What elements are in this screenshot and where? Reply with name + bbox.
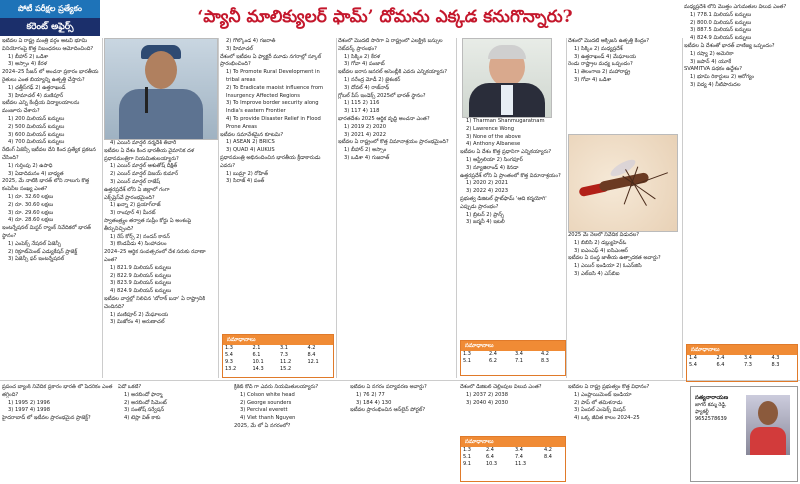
answer-option: 3) జపాన్ 4) యూకే: [690, 58, 732, 65]
answer-key-cell: 2.4: [485, 447, 494, 453]
bottom-column-4: [350, 384, 456, 482]
answer-option: 3) రాంపూర్ 4) మీరట్: [110, 210, 156, 217]
article-column-3: [220, 38, 334, 334]
answer-key-cell: 14.3: [252, 366, 264, 372]
question-text: స్వాతంత్ర్యం తర్వాత సుప్రీం కోర్టు ఏ అంశంపై తీర్పునిచ్చింది?: [104, 217, 192, 232]
question-text: క్రికెట్ కోచ్ గా ఎవరు నియమితులయ్యారు?: [234, 384, 319, 390]
question-text: ప్రపంచ బ్యాంక్ నివేదిక ప్రకారం భారత్ లో పేదరికం ఎంత తగ్గింది?: [2, 384, 113, 398]
answer-option: 3) 823.9 మిలియన్ టన్నులు: [110, 280, 172, 287]
answer-option: 4) 700 మిలియన్ టన్నులు: [8, 139, 65, 146]
answer-key-cell: 6.1: [252, 352, 261, 358]
answer-option: 3) అస్సాం 4) కేరళ: [8, 61, 47, 68]
answer-option: 1) నరేంద్ర మోడీ 2) జైశంకర్: [344, 76, 401, 83]
answer-key-cell: 5.1: [463, 454, 471, 460]
answer-option: 1) రూ. 32.60 లక్షలు: [8, 193, 54, 200]
answer-key-cell: 9.3: [225, 359, 233, 365]
answer-option: 3) 2022 4) 2023: [466, 188, 508, 195]
answer-option: 3) విద్య 4) నీటిపారుదల: [690, 81, 741, 88]
answer-option: 1) బుమ్రా 2) రోహిత్: [226, 170, 268, 177]
question-text: ఇటీవల ఏ దేశంతో భారత్ వాణిజ్య ఒప్పందం?: [684, 42, 775, 49]
question-text: రేటింగ్ ఏజెన్సీ ఇటీవల దేని కింద ప్రత్యేక ప్రకటన చేసింది?: [2, 147, 96, 161]
answer-key-cell: 4.2: [541, 351, 549, 357]
question-text: ఇటీవల ఏ దేశం కొత్త ప్రధానిగా ఎన్నికయ్యారు?: [460, 149, 552, 156]
answer-option: 3) QUAD 4) AUKUS: [226, 147, 275, 154]
answer-option: 1) 200 మిలియన్ టన్నులు: [8, 115, 65, 122]
answer-option: 3) దోవల్ 4) రాజ్‌నాథ్: [344, 84, 390, 91]
answer-key-box: [460, 340, 566, 376]
question-text: మధ్యప్రదేశ్ లోని మొత్తం ఎగుమతుల విలువ ఎంత?: [684, 4, 787, 10]
answer-option: 2) ఎయిర్ మార్షల్ విజయ్ కుమార్: [110, 171, 179, 178]
answer-option: 2) 800.0 మిలియన్ టన్నులు: [690, 19, 752, 26]
answer-option: 1) తెలంగాణ 2) మహారాష్ట్ర: [574, 69, 631, 76]
question-text: 2025, మే నాటికి భారత్ లోని నాలుగు కొత్త కంపెనీల సంఖ్య ఎంత?: [2, 178, 90, 193]
answer-option: 3) ఏంపల్ ఎంపెక్స్ మిషన్: [574, 407, 626, 414]
answer-key-box: [222, 334, 334, 378]
author-box: [690, 386, 798, 482]
answer-option: 4) టెస్లా విత్ కాకు: [124, 415, 161, 422]
question-text: 2024–25 ఆర్థిక సంవత్సరంలో దేశ సరుకు రవాణా ఎంత?: [104, 249, 206, 263]
article-column-7: [684, 4, 798, 378]
answer-key-cell: 3.4: [744, 355, 752, 361]
answer-option: 3) హిమాచల్ 4) మణిపూర్: [8, 92, 64, 99]
answer-option: 1) ఖన్నా 2) ప్రయాగ్‌రాజ్: [110, 202, 161, 209]
answer-option: 4) ఎయిర్ మార్షల్ నర్మదేశ్ తివారీ: [110, 140, 177, 146]
section-rule: [0, 380, 800, 381]
answer-option: 3) హిమాచల్: [226, 45, 253, 52]
answer-key-cell: 6.4: [716, 362, 725, 368]
answer-option: 1) To Promote Rural Development in tribal areas: [226, 69, 320, 83]
answer-key-cell: 2.4: [716, 355, 725, 361]
answer-option: 1) మణిపూర్ 2) మేఘాలయ: [110, 311, 169, 318]
answer-option: 3) 600 మిలియన్ టన్నులు: [8, 131, 65, 138]
answer-option: 3) గోవా 4) ఒడిశా: [574, 76, 612, 83]
answer-option: 4) Anthony Albanese: [466, 141, 521, 148]
answer-option: 2) 822.9 మిలియన్ టన్నులు: [110, 272, 172, 279]
answer-key-cell: 1.3: [463, 351, 471, 357]
answer-option: 3) కొండవీడు 4) సింహాచలం: [110, 241, 167, 248]
officer-photo: [104, 38, 218, 140]
author-name: సత్యనారాయణ: [695, 395, 729, 401]
answer-option: 3) Percival everett: [240, 407, 288, 414]
answer-option: 1) బ్రిటన్ 2) ఫ్రాన్స్: [466, 211, 504, 218]
question-text: దేశంలో డిజిటల్ చెల్లింపుల విలువ ఎంత?: [460, 384, 542, 390]
answer-option: 4) రూ. 28.60 లక్షలు: [8, 217, 54, 224]
minister-photo: [462, 38, 552, 118]
answer-key-cell: 1.3: [225, 345, 233, 351]
answer-key-cell: 11.2: [280, 359, 292, 365]
answer-key-cell: 1.3: [463, 447, 471, 453]
answer-option: 1) 821.9 మిలియన్ టన్నులు: [110, 264, 172, 271]
answer-key-cell: 7.3: [744, 362, 752, 368]
answer-option: 1) ఛత్తీస్‌గఢ్ 2) ఉత్తరాఖండ్: [8, 84, 66, 91]
answer-option: 4) Viet thanh Nguyen: [240, 415, 296, 422]
answer-key-cell: 2.1: [252, 345, 261, 351]
question-text: ఇటీవల ఏ రాష్ట్ర ప్రభుత్వం కొత్త విధానం?: [568, 384, 650, 390]
bottom-column-6: [568, 384, 684, 482]
answer-option: 1) ఆస్ట్రేలియా 2) సింగపూర్: [466, 156, 523, 163]
answer-option: 1) Tharman Shanmugaratnam: [466, 118, 545, 124]
question-text: ఏదో ఒకటి?: [118, 384, 142, 390]
answer-option: 1) 2019 2) 2020: [344, 123, 386, 130]
answer-option: 3) రూ. 29.60 లక్షలు: [8, 209, 54, 216]
answer-key-cell: 7.1: [515, 358, 523, 364]
answer-key-title: సమాధానాలు: [223, 335, 333, 345]
answer-option: 3) గోవా 4) పంజాబ్: [344, 61, 385, 68]
answer-option: 4) 824.9 మిలియన్ టన్నులు: [690, 35, 752, 42]
answer-option: 3) ఎల్ఐసి 4) ఎస్‌బిఐ: [574, 270, 620, 277]
answer-option: 3) 887.5 మిలియన్ టన్నులు: [690, 27, 752, 34]
answer-key-cell: [306, 366, 334, 373]
question-text: ఇటీవల ఐరాస జనరల్ అసెంబ్లీకి ఎవరు ఎన్నికయ్యారు?: [338, 69, 448, 76]
answer-key-cell: 7.4: [514, 454, 523, 460]
article-column-5: [460, 118, 564, 338]
question-text: ప్రభుత్వ డిజిటల్ ప్లాట్‌ఫామ్ 'ఆది కర్మయోగి' ఎప్పుడు ప్రారంభం?: [460, 195, 547, 210]
section-tag-competitive-exams: పోటీ పరీక్షల ప్రత్యేకం: [0, 0, 100, 18]
answer-option: 1) Colson white head: [240, 391, 295, 398]
answer-key-cell: 3.4: [515, 351, 523, 357]
answer-key-cell: 2.4: [489, 351, 497, 357]
question-text: ఎక్స్‌ప్రెస్‌వే ప్రారంభమైంది?: [104, 194, 155, 201]
answer-key-cell: 3.1: [280, 345, 288, 351]
answer-key-cell: 6.4: [485, 454, 494, 460]
article-column-2: [104, 140, 216, 378]
answer-option: 1) 2020 2) 2021: [466, 180, 508, 187]
question-text: ఇటీవల ఏ రాష్ట్ర మంత్రి వర్గం అటవీ భూమి వినియోగంపై కొత్త నిబంధనలు ఆమోదించింది?: [2, 38, 94, 52]
answer-key-cell: 15.2: [280, 366, 292, 372]
question-text: గ్లోబల్ పీస్ ఇండెక్స్ 2025లో భారత్ స్థానం?: [338, 92, 426, 99]
question-text: ఇటీవల వార్తల్లో నిలిచిన 'బోరాక్ బనా' ఏ రాష్ట్రానికి చెందినది?: [104, 295, 206, 310]
question-text: భారతదేశం 2025 ఆర్థిక వృద్ధి అంచనా ఎంత?: [338, 115, 430, 122]
answer-option: 1) రష్యా 2) అమెరికా: [690, 50, 734, 57]
answer-option: 1) 1995 2) 1996: [8, 399, 50, 406]
column-rule: [566, 38, 567, 378]
article-column-6b: [568, 232, 680, 378]
answer-key-cell: 10.1: [252, 359, 264, 365]
answer-key-cell: 5.4: [689, 362, 697, 368]
answer-option: 1) ఎంపెక్స్ నేషనల్ ఏజెన్సీ: [8, 240, 61, 247]
answer-option: 1) భూమి రికార్డులు 2) ఆరోగ్యం: [690, 74, 755, 81]
column-rule: [456, 38, 457, 378]
answer-key-cell: 12.1: [307, 359, 319, 365]
answer-option: 3) జర్మనీ 4) ఇటలీ: [466, 219, 505, 226]
question-text: ఉత్తరప్రదేశ్ లోని ఏ ప్రాంతంలో కొత్త విమానాశ్రయం?: [460, 172, 561, 179]
answer-key-cell: 10.3: [485, 461, 498, 467]
answer-option: 3) ఒడిశా 4) గుజరాత్: [344, 154, 390, 161]
answer-option: 1) బీహార్ 2) ఒడిశా: [8, 53, 49, 60]
answer-option: 3) 2021 4) 2022: [344, 131, 386, 138]
answer-option: 3) ఏడాదిమనం 4) బాధ్యత: [8, 170, 64, 177]
question-text: ప్రధానమంత్రి అభినందించిన భారతీయ క్రీడాకారుడు ఎవరు?: [220, 154, 321, 169]
answer-option: 3) 117 4) 118: [344, 108, 380, 115]
question-text: 2024–25 సీజన్ లో అంచనా ప్రకారం భారతీయ రైతులు ఎంత బియ్యాన్ని ఉత్పత్తి చేస్తారు?: [2, 69, 99, 83]
answer-option: 2) పాప్ లో తమిళనాడు: [574, 399, 623, 406]
answer-option: 3) ఐఎంఎఫ్ 4) ఐసిఎంఆర్: [574, 247, 629, 254]
answer-option: 3) న్యూజిలాండ్ 4) కెనడా: [466, 164, 519, 171]
article-column-4: [338, 38, 454, 378]
question-text: ఇంటర్నేషనల్ మిస్టర్ ర్యాంక్ నివేదికలో భారత్ స్థానం?: [2, 225, 91, 239]
answer-key-title: సమాధానాలు: [687, 345, 797, 355]
author-phone: 9652578639: [695, 416, 727, 422]
answer-key-cell: 5.1: [463, 358, 471, 364]
answer-key-cell: 7.3: [280, 352, 288, 358]
answer-key-cell: 8.3: [771, 362, 780, 368]
answer-key-cell: [542, 461, 565, 468]
answer-key-cell: 11.3: [514, 461, 527, 467]
question-text: ఇటీవల ఏ దేశం కింద భారతీయ వైమానిక దళ ప్రధానమంత్రిగా నియమితులయ్యారు?: [104, 147, 195, 162]
answer-option: 3) To Improve border security along India's eastern Frontier: [226, 100, 319, 115]
answer-option: 1) ఎయిర్ ఇండియా 2) ఓఎన్‌జిసి: [574, 263, 642, 270]
answer-option: 3) 1997 4) 1998: [8, 407, 50, 414]
answer-key-cell: 8.4: [307, 352, 316, 358]
article-column-1: [2, 38, 100, 378]
column-rule: [102, 38, 103, 378]
question-text: దేశంలో ఇటీవల ఏ ఫ్యాక్టరీ మూడు నగరాల్లో స్కూల్ ప్రారంభించింది?: [220, 53, 322, 68]
answer-option: 2) 500 మిలియన్ టన్నులు: [8, 123, 65, 130]
author-line: ఫ్యాకల్టీ: [695, 409, 709, 415]
question-text: దేశంలో మొదటి ఆక్సిజన్ ఉత్పత్తి కేంద్రం?: [568, 38, 650, 44]
question-text: ఇటీవల ఏ సంస్థ జాతీయ ఉత్పాదకత అవార్డు?: [568, 255, 661, 262]
question-text: 2025, మే లో ఏ నగరంలో?: [234, 422, 291, 429]
answer-option: 2) అరబిందో సిమెంట్: [124, 399, 167, 406]
question-text: ఇటీవల ప్రారంభించిన ఆన్‌లైన్ పోర్టల్?: [350, 407, 426, 414]
question-text: 2025 మే నెలలో నివేదిక విడుదల?: [568, 232, 640, 238]
bottom-column-2: [118, 384, 230, 482]
question-text: ఇటీవల సమావేశమైన కూటమి?: [220, 131, 284, 138]
answer-key-cell: 3.4: [514, 447, 523, 453]
answer-option: 3) ఏజెన్సీ ఫర్ ఇంటర్నేషనల్: [8, 256, 65, 263]
article-column-6: [568, 38, 680, 134]
answer-key-box: [460, 436, 566, 482]
answer-key-cell: 1.4: [689, 355, 697, 361]
answer-option: 2) రిక్రూట్‌మెంట్ ఎడ్యుకేషన్ ప్రాజెక్ట్: [8, 248, 78, 255]
answer-option: 1) రేస్ కోర్స్ 2) నందన్ కానన్: [110, 233, 170, 240]
answer-option: 2) Lawrence Wong: [466, 125, 515, 132]
answer-key-cell: 4.3: [771, 355, 780, 361]
answer-option: 4) To provide Disaster Relief in Flood Prone Areas: [226, 115, 321, 130]
column-rule: [218, 38, 219, 378]
answer-key-title: సమాధానాలు: [461, 341, 565, 351]
answer-option: 3) None of the above: [466, 133, 521, 140]
column-rule: [336, 38, 337, 378]
answer-option: 1) బిబిసి 2) డబ్ల్యుహెచ్ఓ: [574, 239, 627, 246]
answer-key-cell: 8.4: [544, 454, 552, 460]
answer-option: 1) ఎంప్లాయిమెంట్ ఇండియా: [574, 391, 632, 398]
answer-key-box: [686, 344, 798, 382]
answer-option: 1) 2037 2) 2038: [466, 391, 508, 398]
question-text: ఇటీవల ఏ రాష్ట్రంలో కొత్త విమానాశ్రయం ప్రారంభమైంది?: [338, 139, 449, 146]
answer-key-title: సమాధానాలు: [461, 437, 565, 447]
answer-option: 3) సంతోష్ సర్వేషన్: [124, 407, 165, 414]
answer-option: 2) రూ. 30.60 లక్షలు: [8, 201, 54, 208]
answer-option: 2) George sounders: [240, 399, 292, 406]
answer-key-cell: 4.2: [307, 345, 316, 351]
answer-option: 3) ఎయిర్ మార్షల్ రాజేష్: [110, 178, 160, 185]
answer-option: 3) 2040 4) 2030: [466, 399, 508, 406]
question-text: ఉత్తరప్రదేశ్ లోని ఏ జిల్లాలో గంగా: [104, 186, 170, 193]
answer-option: 1) ఎయిర్ మార్షల్ ఆశుతోష్ దీక్షిత్: [110, 163, 178, 170]
question-text: SVAMITVA పథకం ఉద్దేశం?: [684, 66, 743, 73]
answer-option: 1) సిక్కిం 2) కేరళ: [344, 53, 381, 60]
question-text: ఇటీవల ఎన్ని కేంద్రీయ విద్యాలయాలను మంజూరు చేశారు?: [2, 100, 80, 115]
answer-key-cell: 13.2: [225, 366, 237, 372]
mosquito-photo: [568, 134, 678, 232]
answer-key-cell: 8.3: [541, 358, 549, 364]
answer-option: 2) గోల్కొండ 4) గజరాత్: [226, 38, 276, 44]
answer-option: 4) 824.9 మిలియన్ టన్నులు: [110, 288, 172, 295]
answer-key-cell: 5.4: [225, 352, 233, 358]
answer-option: 3) మిజోరం 4) అరుణాచల్: [110, 319, 165, 326]
answer-option: 3) 184 4) 130: [356, 399, 392, 406]
author-photo: [746, 395, 790, 455]
answer-option: 1) ASEAN 2) BRICS: [226, 139, 275, 146]
question-text: ఇటీవల ఏ నగరం పర్యావరణ అవార్డు?: [350, 384, 427, 390]
answer-option: 1) 115 2) 116: [344, 100, 380, 107]
answer-key-cell: 6.2: [489, 358, 497, 364]
question-text: హైదరాబాద్ లో ఇటీవల ప్రారంభమైన ప్రాజెక్ట్?: [2, 415, 91, 422]
answer-option: 1) 76 2) 77: [356, 391, 385, 398]
answer-option: 3) ఉత్తరాఖండ్ 4) మేఘాలయ: [574, 53, 637, 60]
answer-option: 4) ఒక్క జీవిత కాలం 2024–25: [574, 415, 640, 422]
answer-option: 1) 778.1 మిలియన్ టన్నులు: [690, 11, 752, 18]
answer-option: 1) గుర్తింపు 2) ఉపాధి: [8, 162, 53, 169]
bottom-column-5: [460, 384, 564, 434]
answer-key-cell: 4.2: [544, 447, 552, 453]
bottom-column-3: [234, 384, 346, 482]
answer-option: 1) బీహార్ 2) అస్సాం: [344, 147, 387, 154]
answer-key-cell: 9.1: [463, 461, 471, 467]
answer-option: 3) సిరాజ్ 4) పంత్: [226, 178, 265, 185]
section-tag-current-affairs: కరెంట్ అఫైర్స్: [0, 18, 100, 36]
page-headline: ‘ప్యానీ మాలిక్యులర్ ఫామ్’ దోమను ఎక్కడ కనుగొన్నారు?: [197, 7, 573, 27]
answer-option: 1) సిక్కిం 2) మధ్యప్రదేశ్: [574, 45, 623, 52]
question-text: రెండు రాష్ట్రాల మధ్య ఒప్పందం?: [568, 61, 633, 68]
bottom-column-1: [2, 384, 114, 482]
answer-option: 2) To Eradicate maoist influence from Insurgency Affected Regions: [226, 84, 324, 99]
author-line: జాగర్ కమ్మ రెడ్డి,: [695, 402, 727, 408]
question-text: దేశంలో మొదటి సారిగా ఏ రాష్ట్రంలో ఎలక్ట్రిక్ బస్సుల నెట్‌వర్క్ ప్రారంభం?: [338, 38, 443, 52]
answer-option: 1) అరబిందో ఫార్మా: [124, 391, 163, 398]
column-rule: [682, 38, 683, 378]
